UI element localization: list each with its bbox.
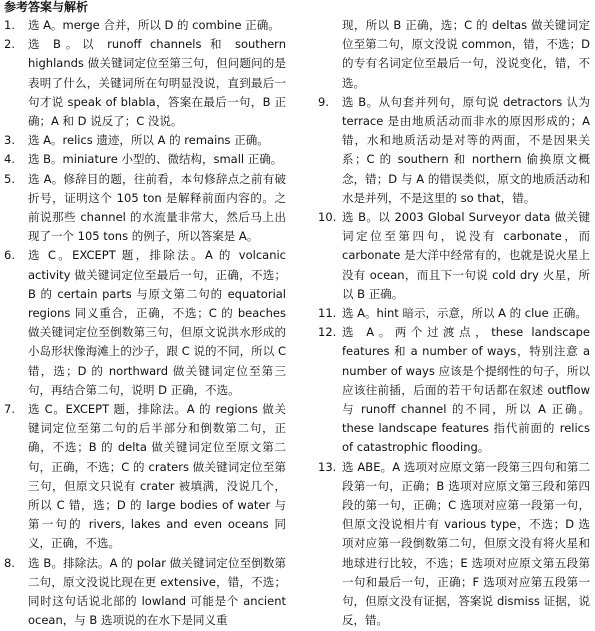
answer-item-4 bbox=[4, 150, 286, 169]
answer-text: 选 B。排除法。A 的 polar 做关键词定位至倒数第二句，原文没说比现在更 extensive，错，不选；同时这句话说北部的 lowland 可能是个 ancient ocean，与 B 选项说的在水下是同义重 bbox=[28, 555, 286, 628]
answer-number: 4. bbox=[4, 152, 15, 167]
answer-number: 6. bbox=[4, 248, 15, 263]
answer-number: 2. bbox=[4, 37, 15, 52]
right-column bbox=[318, 16, 590, 631]
answer-text: 选 C。EXCEPT 题，排除法。A 的 volcanic activity 做关键词定位至最后一句，正确，不选；B 的 certain parts 与原文第二句的 equatorial regions 同义重合，正确，不选；C 的 beaches 做关键词定位至倒数第三句，但原文说洪水形成的小岛形状像海滩上的沙子，跟 C 说的不同，所以 C 错，选；D 的 northward 做关键词定位至第三句，再结合第二句，说明 D 正确，不选。 bbox=[28, 248, 286, 397]
answer-item-7 bbox=[4, 400, 286, 554]
answer-text: 选 A。hint 暗示，示意，所以 A 的 clue 正确。 bbox=[342, 306, 587, 321]
answer-text: 选 A。修辞目的题，往前看，本句修辞点之前有破折号，证明这个 105 ton 是解释前面内容的。之前说那些 channel 的水流量非常大，然后马上出现了一个 105 tons 的例子，所以答案是 A。 bbox=[28, 171, 286, 244]
answer-text: 选 B。miniature 小型的、微结构，small 正确。 bbox=[28, 152, 283, 167]
left-column bbox=[4, 16, 286, 631]
answer-number: 8. bbox=[4, 555, 15, 570]
answer-number: 11. bbox=[318, 306, 337, 321]
answer-text: 选 A。relics 遗迹，所以 A 的 remains 正确。 bbox=[28, 133, 269, 148]
answer-text: 选 A。两个过渡点，these landscape features 和 a number of ways，特别注意 a number of ways 应该是个提纲性的句子，所以应该往前插，后面的若干句话都在叙述 outflow 与 runoff channel 的不同，所以 A 正确。these landscape features 指代前面的 relics of catastrophic flooding。 bbox=[342, 325, 590, 455]
answer-number: 13. bbox=[318, 459, 337, 474]
answer-item-2 bbox=[4, 35, 286, 131]
answer-item-5 bbox=[4, 170, 286, 247]
answer-item-1 bbox=[4, 16, 286, 35]
answer-text: 选 C。EXCEPT 题，排除法。A 的 regions 做关键词定位至第二句的后半部分和倒数第二句，正确，不选；B 的 delta 做关键词定位至原文第二句，正确，不选；C 的 craters 做关键词定位至第三句，但原文只说有 crater 被填满，没说几个，所以 C 错，选；D 的 large bodies of water 与第一句的 rivers, lakes and even oceans 同义，正确，不选。 bbox=[28, 402, 286, 551]
answer-item-13 bbox=[318, 458, 590, 631]
answer-text: 选 A。merge 合并，所以 D 的 combine 正确。 bbox=[28, 18, 280, 32]
answer-number: 5. bbox=[4, 171, 15, 186]
answer-number: 1. bbox=[4, 18, 15, 32]
answer-number: 7. bbox=[4, 402, 15, 417]
answer-text: 选 B。以 runoff channels 和 southern highlands 做关键词定位至第三句，但问题问的是表明了什么，关键词所在句明显没说，直到最后一句才说 speak of blabla，答案在最后一句，B 正确；A 和 D 说反了；C 没说。 bbox=[28, 37, 286, 129]
answer-item-8 bbox=[4, 554, 286, 631]
answer-item-11 bbox=[318, 304, 590, 323]
answer-number: 9. bbox=[318, 94, 329, 109]
answer-item-3 bbox=[4, 131, 286, 150]
answer-item-8-continuation: 现，所以 B 正确，选；C 的 deltas 做关键词定位至第二句，原文没说 common，错，不选；D 的专有名词定位至最后一句，没说变化，错，不选。 bbox=[342, 18, 590, 90]
answer-number: 10. bbox=[318, 210, 337, 225]
answer-text: 选 B。从句套并列句，原句说 detractors 认为 terrace 是由地质活动而非水的原因形成的；A 错，水和地质活动是对等的两面，不是因果关系；C 的 southern 和 northern 偷换原文概念，错；D 与 A 的错误类似，原文的地质活动和水是并列，不是这里的 so that，错。 bbox=[342, 94, 590, 205]
answer-item-12 bbox=[318, 323, 590, 457]
answer-text: 选 ABE。A 选项对应原文第一段第三四句和第二段第一句，正确；B 选项对应原文第三段和第四段的第一句，正确；C 选项对应第一段第一句，但原文没说相片有 various type，不选；D 选项对应第一段倒数第二句，但原文没有将火星和地球进行比较，不选；E 选项对应原文第五段第一句和最后一句，正确；F 选项对应第五段第一句，但原文没有证据，答案说 dismiss 证据，说反，错。 bbox=[342, 459, 590, 628]
answer-item-6 bbox=[4, 246, 286, 400]
answer-item-9 bbox=[318, 93, 590, 208]
answer-item-10 bbox=[318, 208, 590, 304]
answer-number: 3. bbox=[4, 133, 15, 148]
answer-text: 选 B。以 2003 Global Surveyor data 做关键词定位至第四句，说没有 carbonate，而 carbonate 是大洋中经常有的，也就是说火星上没有 ocean，而且下一句说 cold dry 火星，所以 B 正确。 bbox=[342, 210, 590, 301]
answer-number: 12. bbox=[318, 325, 337, 340]
page-title: 参考答案与解析 bbox=[4, 0, 89, 14]
